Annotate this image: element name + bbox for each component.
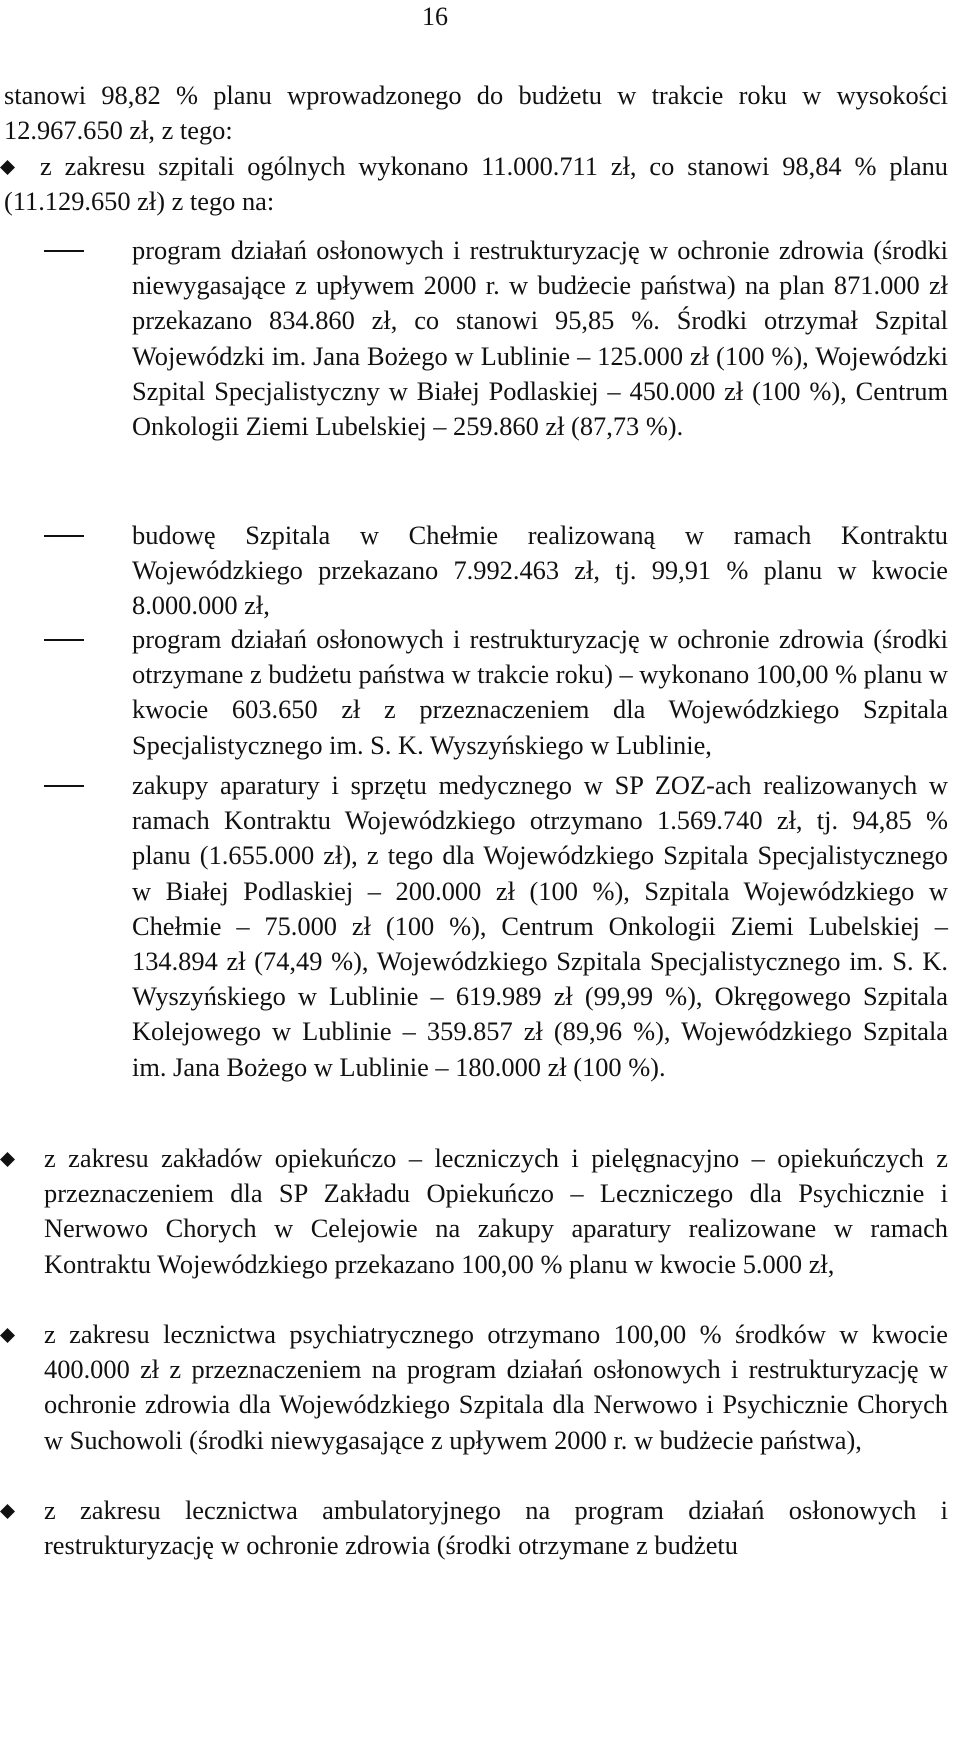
dash-item-chelm-hospital xyxy=(0,518,948,624)
page-number: 16 xyxy=(422,2,448,31)
dash-item-text: program działań osłonowych i restrukturyzację w ochronie zdrowia (środki niewygasające z upływem 2000 r. w budżecie państwa) na plan 871.000 zł przekazano 834.860 zł, co stanowi 95,85 %. Środki otrzymał Szpital Wojewódzki im. Jana Bożego w Lublinie – 125.000 zł (100 %), Wojewódzki Szpital Specjalistyczny w Białej Podlaskiej – 450.000 zł (100 %), Centrum Onkologii Ziemi Lubelskiej – 259.860 zł (87,73 %). xyxy=(132,235,948,442)
diamond-bullet-icon xyxy=(0,1328,15,1343)
bullet-text: z zakresu szpitali ogólnych wykonano 11.000.711 zł, co stanowi 98,84 % planu (11.129.650 zł) z tego na: xyxy=(4,151,948,217)
bullet-text: z zakresu lecznictwa psychiatrycznego otrzymano 100,00 % środków w kwocie 400.000 zł z przeznaczeniem na program działań osłonowych i restrukturyzację w ochronie zdrowia dla Wojewódzkiego Szpitala dla Nerwowo i Psychicznie Chorych w Suchowoli (środki niewygasające z upływem 2000 r. w budżecie państwa), xyxy=(44,1319,948,1455)
dash-marker xyxy=(44,639,84,641)
dash-marker xyxy=(44,535,84,537)
dash-item-medical-equipment xyxy=(0,768,948,1085)
dash-item-text: zakupy aparatury i sprzętu medycznego w SP ZOZ-ach realizowanych w ramach Kontraktu Wojewódzkiego otrzymano 1.569.740 zł, tj. 94,85 % planu (1.655.000 zł), z tego dla Wojewódzkiego Szpitala Specjalistycznego w Białej Podlaskiej – 200.000 zł (100 %), Szpitala Wojewódzkiego w Chełmie – 75.000 zł (100 %), Centrum Onkologii Ziemi Lubelskiej – 134.894 zł (74,49 %), Wojewódzkiego Szpitala Specjalistycznego im. S. K. Wyszyńskiego w Lublinie – 619.989 zł (99,99 %), Okręgowego Szpitala Kolejowego w Lublinie – 359.857 zł (89,96 %), Wojewódzkiego Szpitala im. Jana Bożego w Lublinie – 180.000 zł (100 %). xyxy=(132,770,948,1082)
dash-item-text: budowę Szpitala w Chełmie realizowaną w ramach Kontraktu Wojewódzkiego przekazano 7.992.463 zł, tj. 99,91 % planu w kwocie 8.000.000 zł, xyxy=(132,520,948,621)
dash-marker xyxy=(44,785,84,787)
diamond-bullet-icon xyxy=(0,1152,15,1167)
diamond-bullet-icon xyxy=(0,160,15,175)
dash-marker xyxy=(44,250,84,252)
diamond-bullet-icon xyxy=(0,1504,15,1519)
bullet-item-ambulatory xyxy=(0,1493,948,1563)
dash-item-text: program działań osłonowych i restrukturyzację w ochronie zdrowia (środki otrzymane z budżetu państwa w trakcie roku) – wykonano 100,00 % planu w kwocie 603.650 zł z przeznaczeniem dla Wojewódzkiego Szpitala Specjalistycznego im. S. K. Wyszyńskiego w Lublinie, xyxy=(132,624,948,760)
bullet-text: z zakresu zakładów opiekuńczo – leczniczych i pielęgnacyjno – opiekuńczych z przeznaczeniem dla SP Zakładu Opiekuńczo – Leczniczego dla Psychicznie i Nerwowo Chorych w Celejowie na zakupy aparatury realizowane w ramach Kontraktu Wojewódzkiego przekazano 100,00 % planu w kwocie 5.000 zł, xyxy=(44,1143,948,1279)
intro-paragraph: stanowi 98,82 % planu wprowadzonego do budżetu w trakcie roku w wysokości 12.967.650 zł, z tego: xyxy=(4,80,948,146)
bullet-item-care-facilities xyxy=(0,1141,948,1282)
bullet-item-hospitals xyxy=(0,149,948,219)
bullet-text: z zakresu lecznictwa ambulatoryjnego na program działań osłonowych i restrukturyzację w ochronie zdrowia (środki otrzymane z budżetu xyxy=(44,1495,948,1561)
bullet-item-psychiatry xyxy=(0,1317,948,1458)
dash-item-protective-program xyxy=(0,233,948,444)
dash-item-restructuring-program xyxy=(0,622,948,763)
